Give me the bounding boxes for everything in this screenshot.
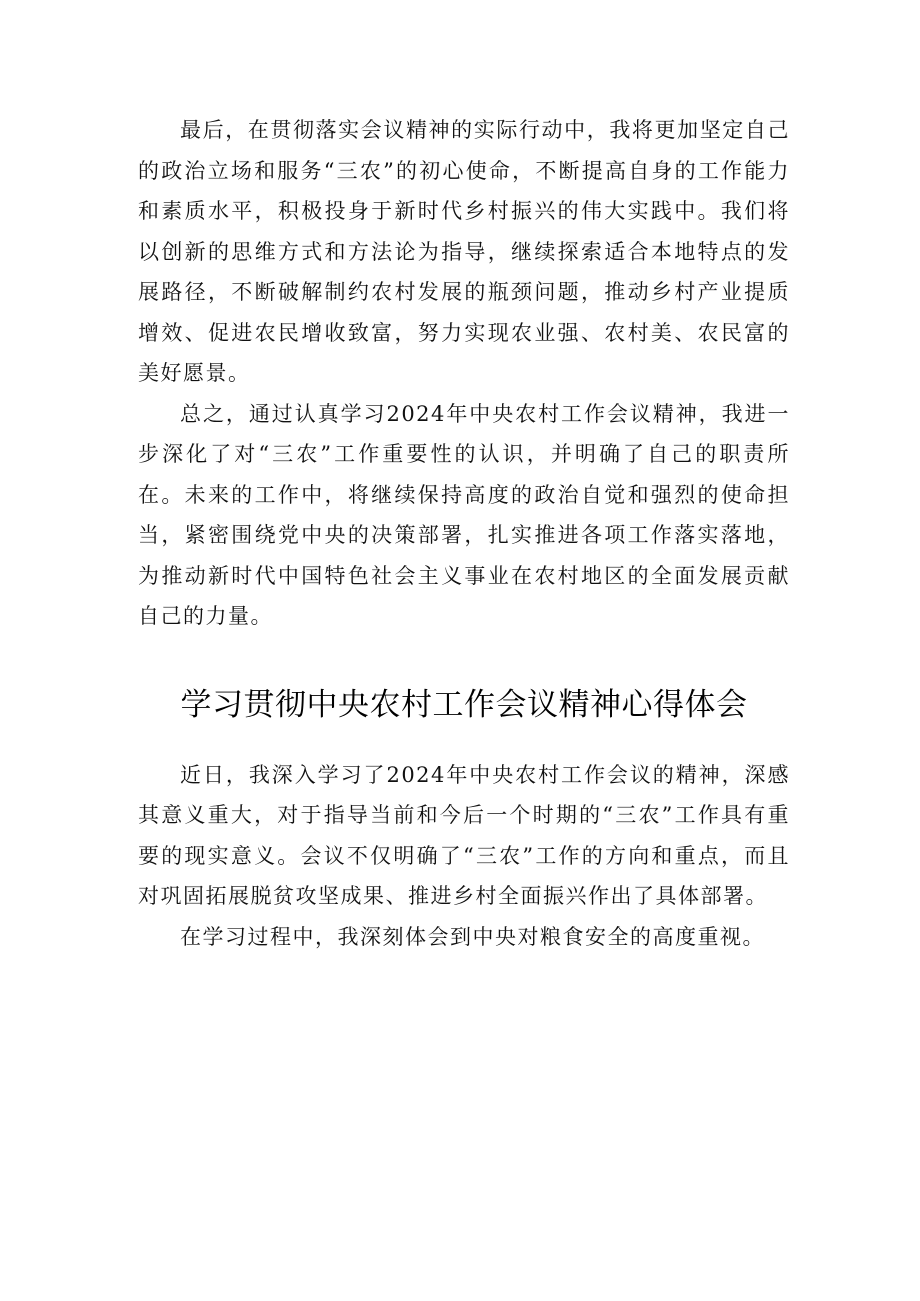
paragraph-introduction: 近日，我深入学习了2024年中央农村工作会议的精神，深感其意义重大，对于指导当前和今后一个时期的“三农”工作具有重要的现实意义。会议不仅明确了“三农”工作的方向和重点，而且对巩固拓展脱贫攻坚成果、推进乡村全面振兴作出了具体部署。: [138, 762, 790, 908]
section-title: 学习贯彻中央农村工作会议精神心得体会: [180, 686, 748, 723]
paragraph-closing-commitment: 最后，在贯彻落实会议精神的实际行动中，我将更加坚定自己的政治立场和服务“三农”的初心使命，不断提高自身的工作能力和素质水平，积极投身于新时代乡村振兴的伟大实践中。我们将以创新的思维方式和方法论为指导，继续探索适合本地特点的发展路径，不断破解制约农村发展的瓶颈问题，推动乡村产业提质增效、促进农民增收致富，努力实现农业强、农村美、农民富的美好愿景。: [138, 118, 790, 385]
paragraph-summary: 总之，通过认真学习2024年中央农村工作会议精神，我进一步深化了对“三农”工作重要性的认识，并明确了自己的职责所在。未来的工作中，将继续保持高度的政治自觉和强烈的使命担当，紧密围绕党中央的决策部署，扎实推进各项工作落实落地，为推动新时代中国特色社会主义事业在农村地区的全面发展贡献自己的力量。: [138, 401, 790, 628]
paragraph-food-security: 在学习过程中，我深刻体会到中央对粮食安全的高度重视。: [180, 924, 765, 949]
document-body: [138, 110, 790, 957]
